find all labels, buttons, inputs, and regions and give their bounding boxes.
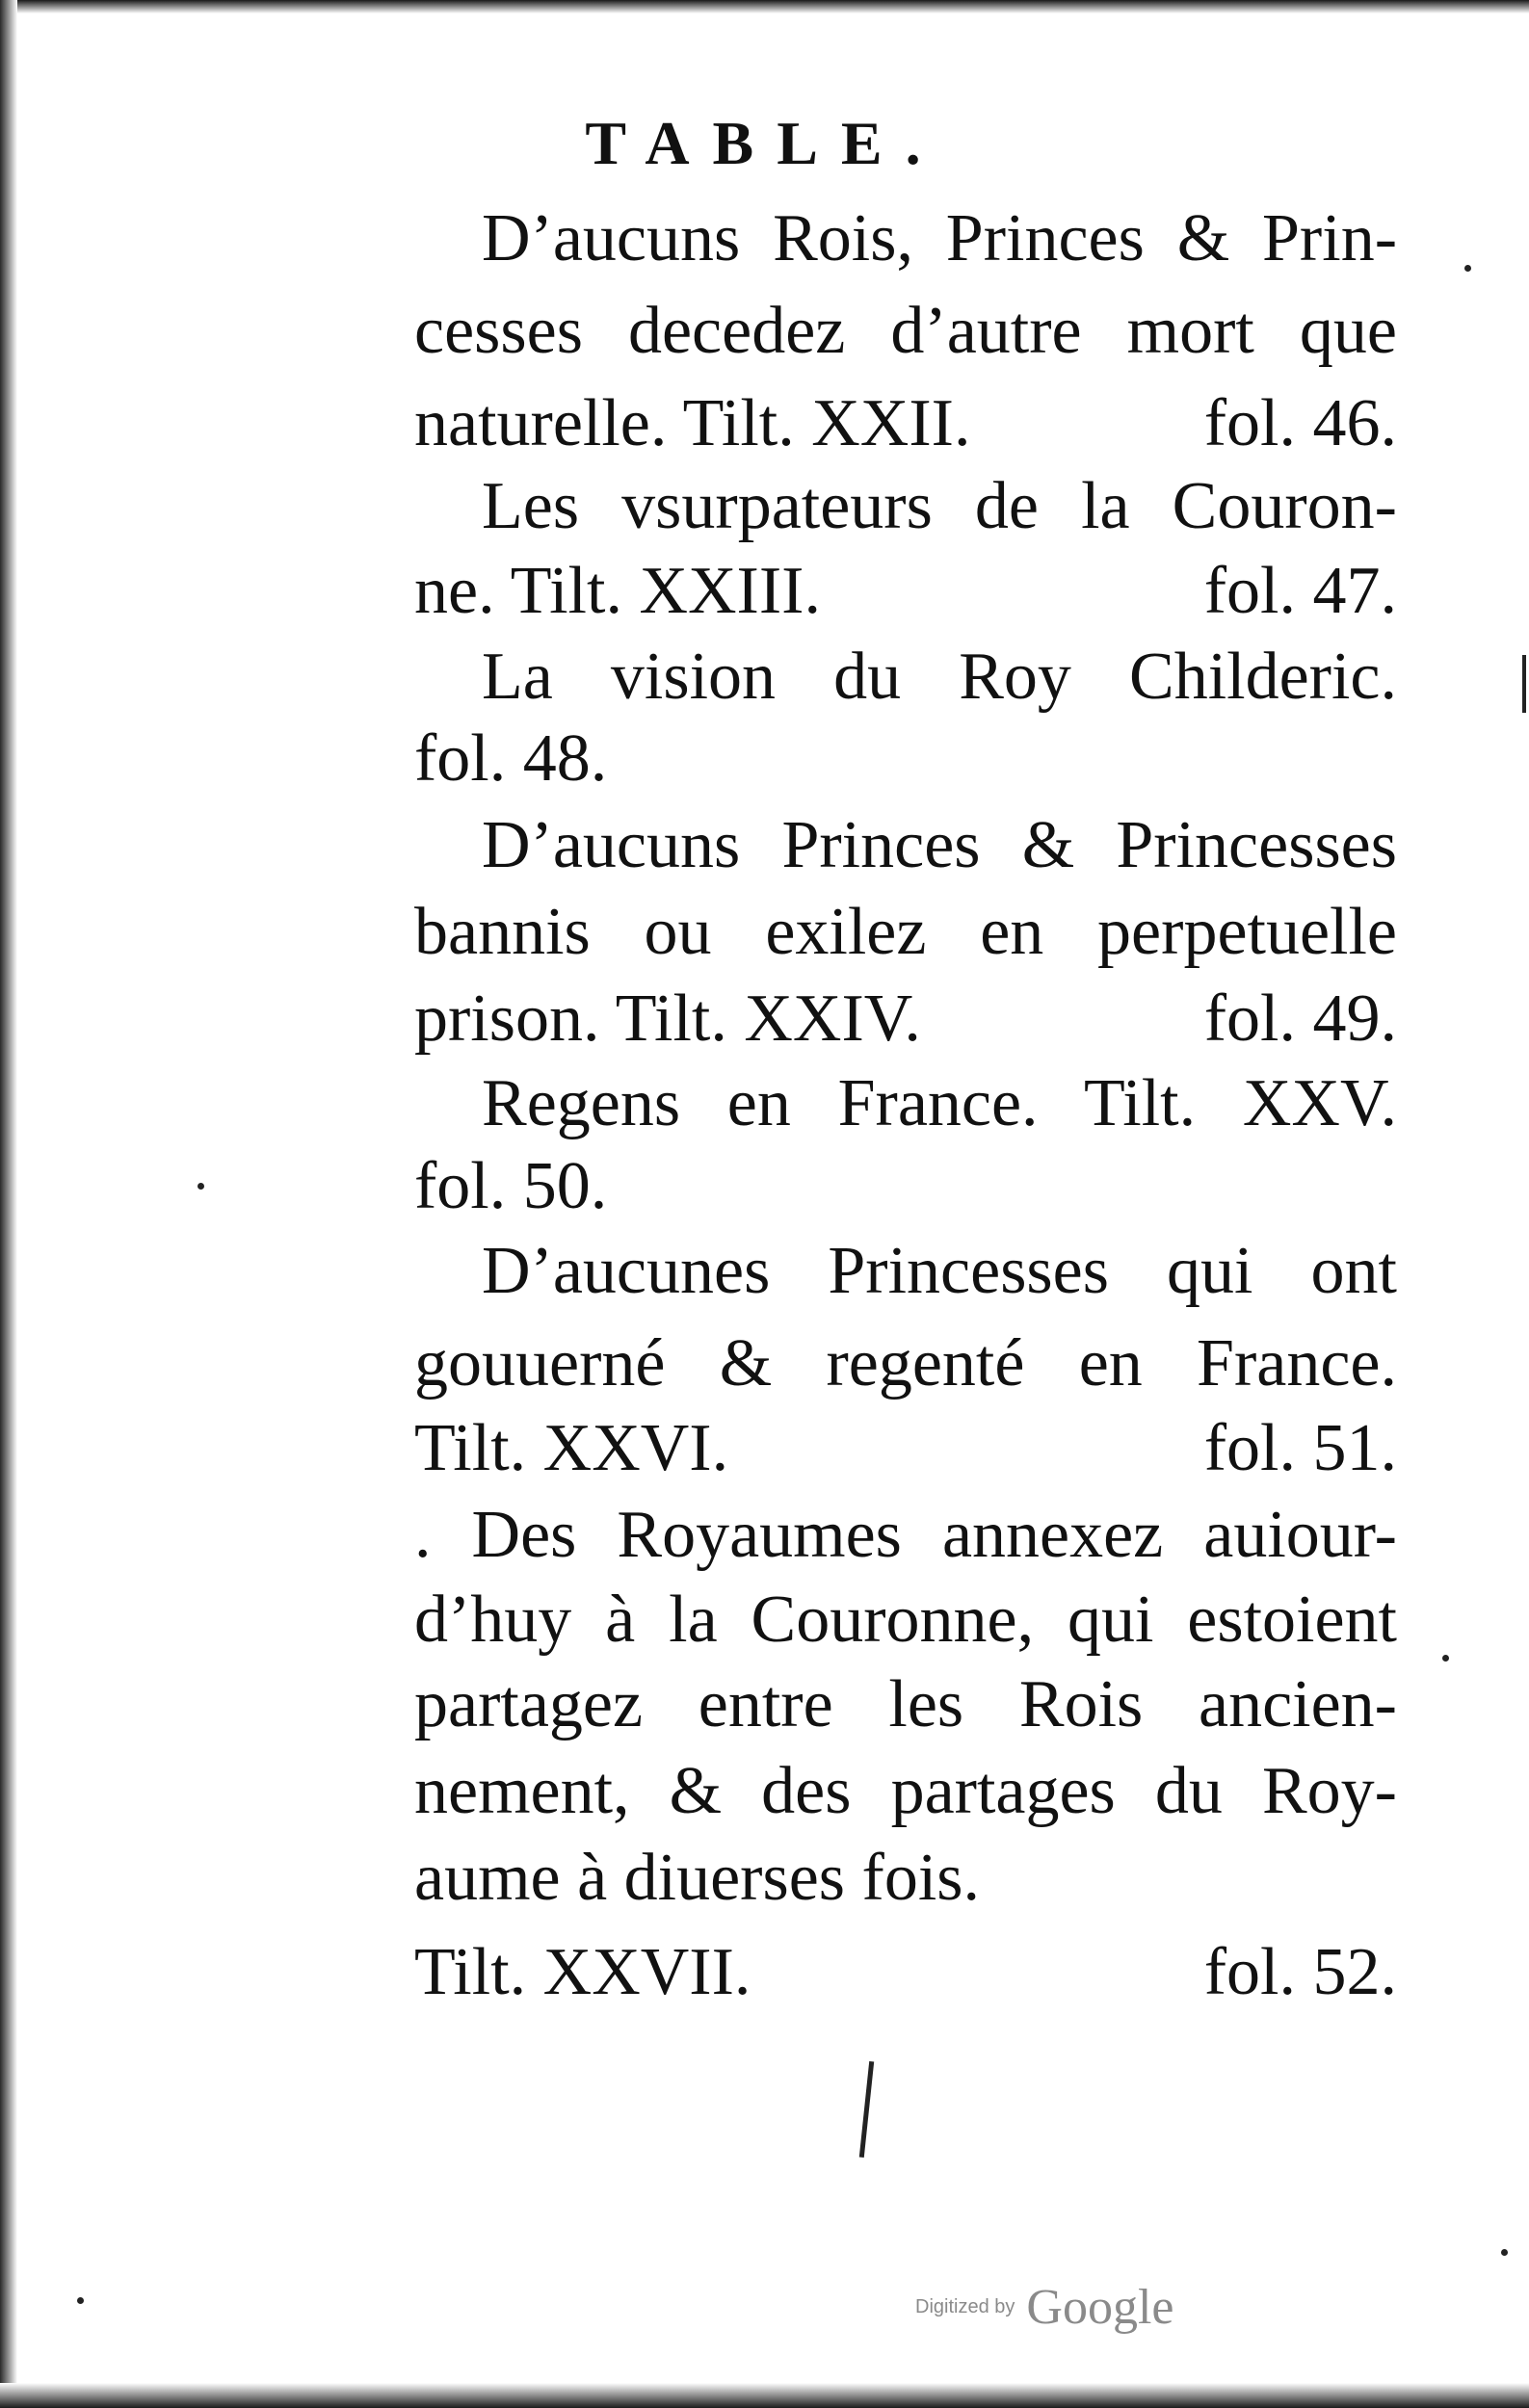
entry-7-folio: fol. 52. xyxy=(1203,1935,1397,2009)
entry-7-line-5: aume à diuerses fois. xyxy=(414,1841,981,1915)
entry-1-line-2: cesses decedez d’autre mort que xyxy=(414,294,1397,368)
entry-5-line-1: Regens en France. Tilt. XXV. xyxy=(482,1066,1397,1140)
ink-stroke xyxy=(859,2061,874,2158)
entry-1-folio: fol. 46. xyxy=(1203,386,1397,460)
entry-1-last-line xyxy=(414,378,1397,470)
entry-3-title: fol. 48. xyxy=(414,721,608,796)
entry-5-title: fol. 50. xyxy=(414,1149,608,1223)
entry-7-last-line xyxy=(414,1926,1397,2019)
entry-5-last-line xyxy=(414,1140,1397,1233)
entry-2-title: ne. Tilt. XXIII. xyxy=(414,554,821,628)
entry-4-line-1: D’aucuns Princes & Princesses xyxy=(482,808,1397,882)
edge-mark xyxy=(1522,655,1526,713)
speck-mark xyxy=(1442,1655,1449,1662)
speck-mark xyxy=(1501,2249,1508,2256)
entry-4-line-2: bannis ou exilez en perpetuelle xyxy=(414,895,1397,969)
entry-2-last-line xyxy=(414,545,1397,638)
speck-mark xyxy=(198,1183,204,1190)
entry-6-last-line xyxy=(414,1402,1397,1495)
entry-3-line-1: La vision du Roy Childeric. xyxy=(482,640,1397,714)
speck-mark xyxy=(1464,265,1471,272)
entry-7-line-2: d’huy à la Couronne, qui estoient xyxy=(414,1583,1397,1657)
google-logo: Google xyxy=(1026,2279,1174,2335)
entry-4-title: prison. Tilt. XXIV. xyxy=(414,982,921,1056)
running-head: TABLE. xyxy=(585,109,944,177)
entry-6-title: Tilt. XXVI. xyxy=(414,1411,729,1485)
entry-7-line-4: nement, & des partages du Roy- xyxy=(414,1754,1397,1828)
entry-6-line-1: D’aucunes Princesses qui ont xyxy=(482,1234,1397,1308)
entry-1-line-1: D’aucuns Rois, Princes & Prin- xyxy=(482,201,1397,275)
entry-7-line-3: partagez entre les Rois ancien- xyxy=(414,1667,1397,1741)
page-top-edge xyxy=(0,0,1529,13)
entry-2-folio: fol. 47. xyxy=(1203,554,1397,628)
entry-6-folio: fol. 51. xyxy=(1203,1411,1397,1485)
digitized-by-google-watermark xyxy=(915,2273,1243,2341)
speck-mark xyxy=(77,2297,84,2304)
entry-2-line-1: Les vsurpateurs de la Couron- xyxy=(482,469,1397,543)
entry-6-line-2: gouuerné & regenté en France. xyxy=(414,1326,1397,1400)
entry-1-title: naturelle. Tilt. XXII. xyxy=(414,386,971,460)
entry-3-last-line xyxy=(414,713,1397,805)
page-left-edge xyxy=(0,0,17,2408)
page-bottom-edge xyxy=(0,2383,1529,2408)
entry-4-last-line xyxy=(414,973,1397,1065)
entry-7-line-1: . Des Royaumes annexez auiour- xyxy=(414,1498,1397,1572)
watermark-prefix: Digitized by xyxy=(915,2295,1015,2317)
entry-4-folio: fol. 49. xyxy=(1203,982,1397,1056)
entry-7-title: Tilt. XXVII. xyxy=(414,1935,751,2009)
